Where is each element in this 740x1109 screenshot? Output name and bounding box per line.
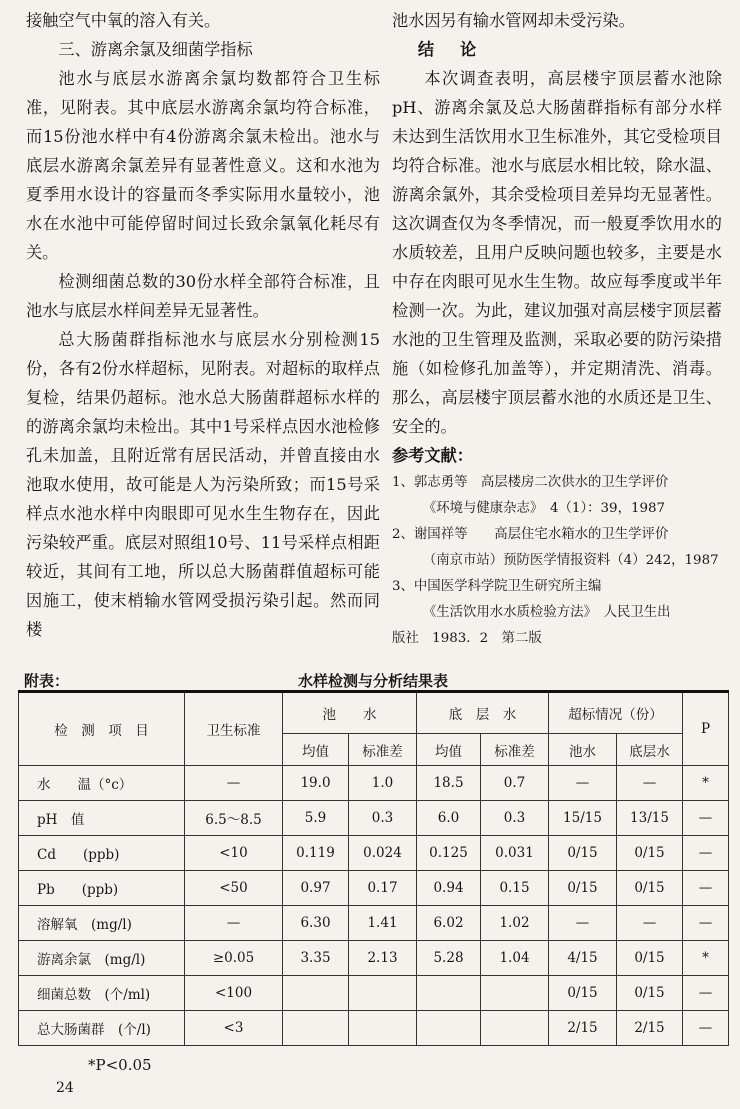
header-bottom-mean: 均值 — [417, 734, 481, 766]
table-cell: 0.7 — [481, 766, 549, 801]
table-cell: ≥0.05 — [185, 941, 283, 976]
row-item-label: Cd (ppb) — [19, 836, 185, 871]
table-cell: 0/15 — [617, 871, 683, 906]
table-row — [19, 801, 729, 836]
table-footnote: *P<0.05 — [88, 1056, 152, 1074]
references-title: 参考文献： — [392, 446, 473, 465]
reference-line: 版社 1983．2 第二版 — [392, 631, 542, 646]
right-column — [392, 6, 722, 652]
row-item-label: 细菌总数 (个/ml) — [19, 976, 185, 1011]
table-cell: — — [185, 766, 283, 801]
table-cell: — — [683, 976, 729, 1011]
table-cell: — — [617, 906, 683, 941]
table-cell: 0.15 — [481, 871, 549, 906]
table-cell: 0.024 — [349, 836, 417, 871]
table-row — [19, 941, 729, 976]
header-exceed-pool: 池水 — [549, 734, 617, 766]
header-bottom: 底 层 水 — [417, 692, 549, 734]
table-cell: — — [683, 801, 729, 836]
table-cell: 6.0 — [417, 801, 481, 836]
table-cell: — — [617, 766, 683, 801]
row-item-label: pH 值 — [19, 801, 185, 836]
table-cell: — — [549, 766, 617, 801]
table-cell — [283, 976, 349, 1011]
conclusion-paragraph: 本次调查表明，高层楼宇顶层蓄水池除pH、游离余氯及总大肠菌群指标有部分水样未达到生活饮用水卫生标准外，其它受检项目均符合标准。池水与底层水相比较，除水温、游离余氯外，其余受检项目差异均无显著性。这次调查仅为冬季情况，而一般夏季饮用水的水质较差，且用户反映问题也较多，主要是水中存在肉眼可见水生生物。故应每季度或半年检测一次。为此，建议加强对高层楼宇顶层蓄水池的卫生管理及监测，采取必要的防污染措施（如检修孔加盖等），并定期清洗、消毒。那么，高层楼宇顶层蓄水池的水质还是卫生、安全的。 — [392, 69, 722, 436]
reference-item — [392, 574, 722, 652]
header-exceed-bottom: 底层水 — [617, 734, 683, 766]
reference-item — [392, 522, 722, 574]
table-cell: — — [549, 906, 617, 941]
header-exceed: 超标情况（份） — [549, 692, 683, 734]
table-cell — [481, 1011, 549, 1046]
table-cell — [349, 1011, 417, 1046]
table-cell: <50 — [185, 871, 283, 906]
results-table-section — [18, 670, 728, 1046]
table-cell: 0.119 — [283, 836, 349, 871]
table-cell: — — [683, 836, 729, 871]
table-cell — [283, 1011, 349, 1046]
conclusion-heading: 结论 — [417, 40, 503, 59]
row-item-label: 溶解氧 (mg/l) — [19, 906, 185, 941]
right-paragraph-0: 池水因另有输水管网却未受污染。 — [392, 11, 635, 30]
table-cell: 0.3 — [349, 801, 417, 836]
table-cell: 13/15 — [617, 801, 683, 836]
reference-line: 《环境与健康杂志》 4（1）：39，1987 — [422, 501, 666, 516]
reference-item — [392, 470, 722, 522]
table-title: 水样检测与分析结果表 — [297, 672, 448, 690]
table-cell: 2/15 — [549, 1011, 617, 1046]
table-cell: 6.5～8.5 — [185, 801, 283, 836]
table-cell: 0/15 — [617, 976, 683, 1011]
header-pool: 池 水 — [283, 692, 417, 734]
table-header-bar — [18, 670, 728, 690]
table-cell: 18.5 — [417, 766, 481, 801]
table-cell: * — [683, 766, 729, 801]
header-item: 检 测 项 目 — [19, 692, 185, 766]
table-cell — [417, 1011, 481, 1046]
table-row — [19, 871, 729, 906]
table-cell: 0/15 — [617, 836, 683, 871]
table-cell: — — [683, 906, 729, 941]
table-cell: 0/15 — [549, 976, 617, 1011]
table-row — [19, 976, 729, 1011]
row-item-label: 水 温（°c） — [19, 766, 185, 801]
table-row — [19, 1011, 729, 1046]
table-cell: 19.0 — [283, 766, 349, 801]
table-label: 附表： — [24, 672, 70, 690]
header-bottom-sd: 标准差 — [481, 734, 549, 766]
results-table — [18, 690, 729, 1046]
reference-line: 2、谢国祥等 高层住宅水箱水的卫生学评价 — [392, 527, 669, 542]
table-cell: 0.031 — [481, 836, 549, 871]
table-cell: <3 — [185, 1011, 283, 1046]
header-pool-mean: 均值 — [283, 734, 349, 766]
left-paragraph-3: 总大肠菌群指标池水与底层水分别检测15份，各有2份水样超标，见附表。对超标的取样点复检，结果仍超标。池水总大肠菌群超标水样的的游离余氯均未检出。其中1号采样点因水池检修孔未加盖，且附近常有居民活动，并曾直接由水池取水使用，故可能是人为污染所致；而15号采样点水池水样中肉眼即可见水生生物存在，因此污染较严重。底层对照组10号、11号采样点相距较近，其间有工地，所以总大肠菌群值超标可能因施工，使末梢输水管网受损污染引起。然而同楼 — [26, 330, 380, 639]
page-number: 24 — [56, 1080, 74, 1096]
section-heading-residual-chlorine: 三、游离余氯及细菌学指标 — [58, 40, 253, 59]
table-cell: 0.3 — [481, 801, 549, 836]
table-cell — [349, 976, 417, 1011]
table-row — [19, 766, 729, 801]
table-cell: 1.02 — [481, 906, 549, 941]
row-item-label: 总大肠菌群 (个/l) — [19, 1011, 185, 1046]
header-standard: 卫生标准 — [185, 692, 283, 766]
table-cell: 2.13 — [349, 941, 417, 976]
table-cell: <100 — [185, 976, 283, 1011]
table-cell: 0/15 — [617, 941, 683, 976]
table-cell: 0.94 — [417, 871, 481, 906]
table-cell — [481, 976, 549, 1011]
table-cell: 1.04 — [481, 941, 549, 976]
table-cell: 1.41 — [349, 906, 417, 941]
table-cell: — — [683, 871, 729, 906]
table-cell — [417, 976, 481, 1011]
table-row — [19, 906, 729, 941]
table-cell: 0.17 — [349, 871, 417, 906]
table-cell: 0.97 — [283, 871, 349, 906]
table-cell: 15/15 — [549, 801, 617, 836]
row-item-label: 游离余氯 (mg/l) — [19, 941, 185, 976]
left-paragraph-0: 接触空气中氧的溶入有关。 — [26, 11, 221, 30]
table-body — [19, 766, 729, 1046]
row-item-label: Pb (ppb) — [19, 871, 185, 906]
left-paragraph-2: 检测细菌总数的30份水样全部符合标准，且池水与底层水样间差异无显著性。 — [26, 272, 380, 320]
table-cell: <10 — [185, 836, 283, 871]
header-p: P — [683, 692, 729, 766]
table-cell: 0/15 — [549, 836, 617, 871]
table-cell: 4/15 — [549, 941, 617, 976]
table-cell: 6.30 — [283, 906, 349, 941]
table-cell: 3.35 — [283, 941, 349, 976]
reference-line: 3、中国医学科学院卫生研究所主编 — [392, 579, 602, 594]
reference-line: 1、郭志勇等 高层楼房二次供水的卫生学评价 — [392, 475, 669, 490]
table-cell: * — [683, 941, 729, 976]
table-cell: 0.125 — [417, 836, 481, 871]
table-cell: 2/15 — [617, 1011, 683, 1046]
table-row — [19, 836, 729, 871]
table-cell: 1.0 — [349, 766, 417, 801]
table-cell: 5.28 — [417, 941, 481, 976]
reference-line: 《生活饮用水水质检验方法》 人民卫生出 — [422, 605, 671, 620]
header-pool-sd: 标准差 — [349, 734, 417, 766]
left-paragraph-1: 池水与底层水游离余氯均数都符合卫生标准，见附表。其中底层水游离余氯均符合标准，而15份池水样中有4份游离余氯未检出。池水与底层水游离余氯差异有显著性意义。这和水池为夏季用水设计的容量而冬季实际用水量较小，池水在水池中可能停留时间过长致余氯氧化耗尽有关。 — [26, 69, 380, 262]
table-cell: — — [683, 1011, 729, 1046]
left-column — [26, 6, 380, 644]
table-cell: — — [185, 906, 283, 941]
table-cell: 5.9 — [283, 801, 349, 836]
reference-line: （南京市站）预防医学情报资料（4）242，1987 — [422, 553, 719, 568]
table-cell: 0/15 — [549, 871, 617, 906]
table-cell: 6.02 — [417, 906, 481, 941]
